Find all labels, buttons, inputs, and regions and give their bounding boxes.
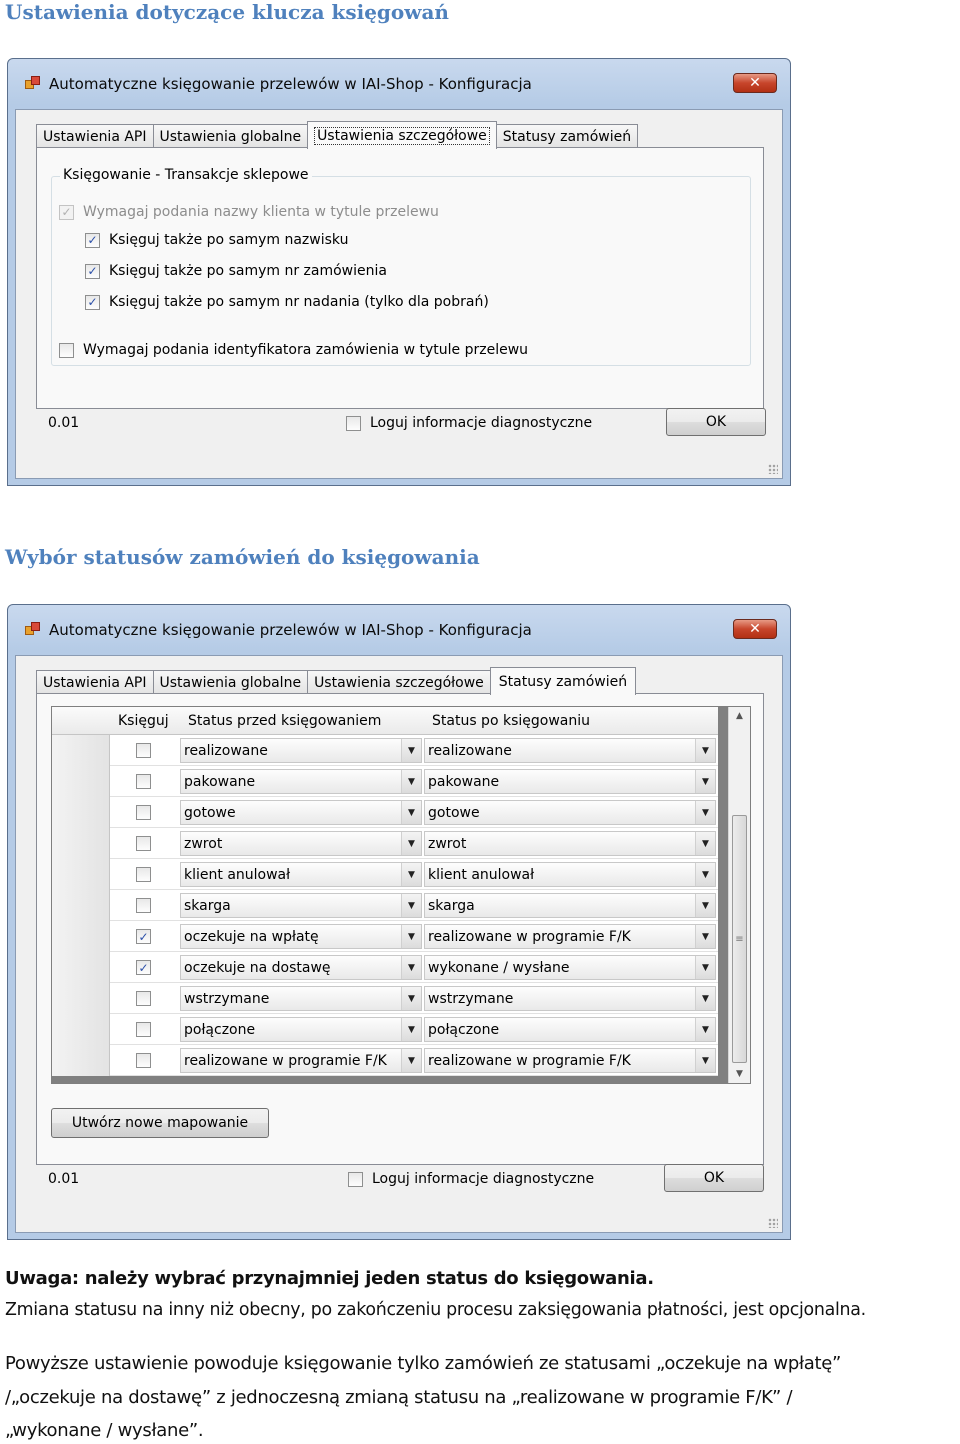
row-header[interactable] xyxy=(52,952,110,983)
status-before-select[interactable] xyxy=(180,1048,422,1073)
status-before-select[interactable] xyxy=(180,955,422,980)
scroll-up-icon[interactable]: ▲ xyxy=(736,711,743,721)
chevron-down-icon[interactable]: ▼ xyxy=(695,925,715,948)
status-before-select[interactable] xyxy=(180,1017,422,1042)
chevron-down-icon[interactable]: ▼ xyxy=(401,894,421,917)
checkbox-book-row[interactable] xyxy=(136,898,151,913)
checkbox-require-client-name: ✓ xyxy=(59,205,74,220)
resize-grip[interactable] xyxy=(768,464,778,474)
section-heading-key-settings: Ustawienia dotyczące klucza księgowań xyxy=(5,0,449,24)
status-before-select[interactable] xyxy=(180,924,422,949)
tab-panel-detail-settings xyxy=(36,147,764,409)
status-after-select[interactable] xyxy=(424,831,716,856)
chevron-down-icon[interactable]: ▼ xyxy=(695,956,715,979)
status-after-select[interactable] xyxy=(424,955,716,980)
status-after-value: pakowane xyxy=(428,773,500,790)
status-after-value: zwrot xyxy=(428,835,467,852)
close-icon: ✕ xyxy=(749,621,761,637)
status-before-select[interactable] xyxy=(180,800,422,825)
checkbox-diagnostics[interactable] xyxy=(346,416,361,431)
checkbox-diagnostics[interactable] xyxy=(348,1172,363,1187)
checkbox-book-row[interactable] xyxy=(136,1053,151,1068)
status-after-select[interactable] xyxy=(424,924,716,949)
chevron-down-icon[interactable]: ▼ xyxy=(401,770,421,793)
status-before-select[interactable] xyxy=(180,769,422,794)
status-after-select[interactable] xyxy=(424,800,716,825)
config-window-detail-settings xyxy=(7,58,791,486)
table-row xyxy=(52,1045,718,1076)
status-before-select[interactable] xyxy=(180,831,422,856)
tab-label: Statusy zamówień xyxy=(498,673,628,690)
status-after-value: realizowane w programie F/K xyxy=(428,1052,631,1069)
status-after-select[interactable] xyxy=(424,1017,716,1042)
status-after-value: połączone xyxy=(428,1021,500,1038)
table-row xyxy=(52,735,718,766)
resize-grip[interactable] xyxy=(768,1218,778,1228)
close-button[interactable] xyxy=(733,73,777,93)
row-header[interactable] xyxy=(52,1045,110,1076)
option-book-by-shipment-number[interactable] xyxy=(85,294,489,310)
vertical-scrollbar[interactable] xyxy=(728,707,750,1083)
tab-detail-settings[interactable] xyxy=(307,121,497,149)
status-before-select[interactable] xyxy=(180,893,422,918)
chevron-down-icon[interactable]: ▼ xyxy=(695,894,715,917)
tab-order-statuses[interactable] xyxy=(490,667,636,695)
table-row xyxy=(52,952,718,983)
status-before-value: gotowe xyxy=(184,804,236,821)
diagnostics-option[interactable] xyxy=(348,1171,594,1187)
option-require-client-name xyxy=(59,204,439,220)
chevron-down-icon[interactable]: ▼ xyxy=(695,1049,715,1072)
option-label: Księguj także po samym nr zamówienia xyxy=(109,263,387,279)
checkbox-book-row[interactable] xyxy=(136,991,151,1006)
tab-label: Ustawienia szczegółowe xyxy=(314,127,490,145)
status-before-value: skarga xyxy=(184,897,231,914)
tab-api-settings[interactable]: Ustawienia API xyxy=(36,670,154,694)
checkbox-book-row[interactable] xyxy=(136,867,151,882)
chevron-down-icon[interactable]: ▼ xyxy=(695,770,715,793)
row-header[interactable] xyxy=(52,983,110,1014)
status-after-select[interactable] xyxy=(424,862,716,887)
config-window-order-statuses xyxy=(7,604,791,1240)
checkbox-book-row[interactable] xyxy=(136,805,151,820)
chevron-down-icon[interactable]: ▼ xyxy=(695,832,715,855)
checkbox-require-order-id[interactable] xyxy=(59,343,74,358)
window-client-area xyxy=(15,109,783,479)
close-button[interactable] xyxy=(733,619,777,639)
status-after-select[interactable] xyxy=(424,1048,716,1073)
note-warning: Uwaga: należy wybrać przynajmniej jeden status do księgowania. xyxy=(5,1268,654,1289)
option-book-by-surname[interactable] xyxy=(85,232,348,248)
column-header-status-before: Status przed księgowaniem xyxy=(188,713,382,729)
tab-detail-settings[interactable]: Ustawienia szczegółowe xyxy=(307,670,491,694)
status-after-value: wykonane / wysłane xyxy=(428,959,570,976)
option-label: Wymagaj podania nazwy klienta w tytule przelewu xyxy=(83,204,439,220)
row-header[interactable] xyxy=(52,859,110,890)
status-before-value: oczekuje na dostawę xyxy=(184,959,331,976)
column-header-status-after: Status po księgowaniu xyxy=(432,713,590,729)
option-label: Wymagaj podania identyfikatora zamówienia w tytule przelewu xyxy=(83,342,529,358)
scroll-thumb[interactable]: ≡ xyxy=(732,815,747,1063)
table-row xyxy=(52,859,718,890)
status-before-value: oczekuje na wpłatę xyxy=(184,928,319,945)
status-before-value: zwrot xyxy=(184,835,223,852)
status-after-value: skarga xyxy=(428,897,475,914)
chevron-down-icon[interactable]: ▼ xyxy=(401,1049,421,1072)
row-header[interactable] xyxy=(52,921,110,952)
row-header[interactable] xyxy=(52,735,110,766)
row-header[interactable] xyxy=(52,1014,110,1045)
status-after-value: gotowe xyxy=(428,804,480,821)
app-icon xyxy=(25,76,41,92)
tab-global-settings[interactable]: Ustawienia globalne xyxy=(153,670,309,694)
status-mapping-grid xyxy=(51,706,751,1084)
status-after-select[interactable] xyxy=(424,986,716,1011)
tab-order-statuses[interactable]: Statusy zamówień xyxy=(496,124,638,148)
status-after-value: realizowane xyxy=(428,742,512,759)
chevron-down-icon[interactable]: ▼ xyxy=(695,801,715,824)
table-row xyxy=(52,1014,718,1045)
chevron-down-icon[interactable]: ▼ xyxy=(401,832,421,855)
status-after-select[interactable] xyxy=(424,738,716,763)
checkbox-book-row[interactable]: ✓ xyxy=(136,929,151,944)
status-after-value: realizowane w programie F/K xyxy=(428,928,631,945)
status-after-select[interactable] xyxy=(424,769,716,794)
close-icon: ✕ xyxy=(749,75,761,91)
chevron-down-icon[interactable]: ▼ xyxy=(401,956,421,979)
note-explanation-line3: „wykonane / wysłane”. xyxy=(5,1420,204,1441)
checkbox-book-row[interactable] xyxy=(136,1022,151,1037)
tab-strip xyxy=(36,664,635,694)
option-require-order-id[interactable] xyxy=(59,342,528,358)
row-header[interactable] xyxy=(52,828,110,859)
chevron-down-icon[interactable]: ▼ xyxy=(401,925,421,948)
checkbox-book-row[interactable] xyxy=(136,836,151,851)
scroll-down-icon[interactable]: ▼ xyxy=(736,1069,743,1079)
tab-strip xyxy=(36,118,637,148)
section-heading-status-selection: Wybór statusów zamówień do księgowania xyxy=(5,545,480,569)
table-row xyxy=(52,983,718,1014)
status-before-value: realizowane xyxy=(184,742,268,759)
checkbox-book-row[interactable] xyxy=(136,774,151,789)
tab-global-settings[interactable]: Ustawienia globalne xyxy=(153,124,309,148)
app-icon xyxy=(25,622,41,638)
checkbox-book-by-shipment-number[interactable]: ✓ xyxy=(85,295,100,310)
status-after-value: wstrzymane xyxy=(428,990,514,1007)
create-mapping-button[interactable]: Utwórz nowe mapowanie xyxy=(51,1108,269,1138)
window-title: Automatyczne księgowanie przelewów w IAI-Shop - Konfiguracja xyxy=(49,621,532,639)
checkbox-book-by-order-number[interactable]: ✓ xyxy=(85,264,100,279)
chevron-down-icon[interactable]: ▼ xyxy=(695,863,715,886)
window-title: Automatyczne księgowanie przelewów w IAI-Shop - Konfiguracja xyxy=(49,75,532,93)
diagnostics-option[interactable] xyxy=(346,415,592,431)
option-label: Księguj także po samym nr nadania (tylko dla pobrań) xyxy=(109,294,489,310)
groupbox-title: Księgowanie - Transakcje sklepowe xyxy=(60,167,312,183)
tab-api-settings[interactable]: Ustawienia API xyxy=(36,124,154,148)
window-client-area xyxy=(15,655,783,1233)
table-row xyxy=(52,797,718,828)
window-titlebar[interactable] xyxy=(15,605,783,655)
row-header[interactable] xyxy=(52,766,110,797)
chevron-down-icon[interactable]: ▼ xyxy=(401,739,421,762)
table-row xyxy=(52,766,718,797)
status-before-value: wstrzymane xyxy=(184,990,270,1007)
grid-header xyxy=(52,707,718,735)
status-before-select[interactable] xyxy=(180,986,422,1011)
window-titlebar[interactable] xyxy=(15,59,783,109)
table-row xyxy=(52,890,718,921)
version-label: 0.01 xyxy=(48,1171,80,1187)
status-after-value: klient anulował xyxy=(428,866,535,883)
option-label: Księguj także po samym nazwisku xyxy=(109,232,349,248)
chevron-down-icon[interactable]: ▼ xyxy=(695,739,715,762)
chevron-down-icon[interactable]: ▼ xyxy=(401,801,421,824)
note-optional-change: Zmiana statusu na inny niż obecny, po zakończeniu procesu zaksięgowania płatności, jest opcjonalna. xyxy=(5,1300,866,1320)
status-before-value: klient anulował xyxy=(184,866,291,883)
status-before-value: połączone xyxy=(184,1021,256,1038)
checkbox-book-by-surname[interactable]: ✓ xyxy=(85,233,100,248)
note-explanation-line1: Powyższe ustawienie powoduje księgowanie tylko zamówień ze statusami „oczekuje na wpłatę” xyxy=(5,1353,842,1374)
diagnostics-label: Loguj informacje diagnostyczne xyxy=(372,1171,595,1187)
ok-button[interactable]: OK xyxy=(666,408,766,436)
note-explanation-line2: /„oczekuje na dostawę” z jednoczesną zmianą statusu na „realizowane w programie F/K” / xyxy=(5,1387,793,1408)
checkbox-book-row[interactable]: ✓ xyxy=(136,960,151,975)
grid-rows xyxy=(52,735,718,1076)
table-row xyxy=(52,828,718,859)
status-before-value: realizowane w programie F/K xyxy=(184,1052,387,1069)
ok-button[interactable]: OK xyxy=(664,1164,764,1192)
column-header-book: Księguj xyxy=(118,713,169,729)
checkbox-book-row[interactable] xyxy=(136,743,151,758)
status-before-select[interactable] xyxy=(180,862,422,887)
chevron-down-icon[interactable]: ▼ xyxy=(695,1018,715,1041)
row-header[interactable] xyxy=(52,797,110,828)
chevron-down-icon[interactable]: ▼ xyxy=(695,987,715,1010)
status-after-select[interactable] xyxy=(424,893,716,918)
status-before-select[interactable] xyxy=(180,738,422,763)
table-row xyxy=(52,921,718,952)
tab-panel-order-statuses xyxy=(36,693,764,1165)
status-before-value: pakowane xyxy=(184,773,256,790)
row-header[interactable] xyxy=(52,890,110,921)
chevron-down-icon[interactable]: ▼ xyxy=(401,1018,421,1041)
chevron-down-icon[interactable]: ▼ xyxy=(401,987,421,1010)
diagnostics-label: Loguj informacje diagnostyczne xyxy=(370,415,593,431)
chevron-down-icon[interactable]: ▼ xyxy=(401,863,421,886)
option-book-by-order-number[interactable] xyxy=(85,263,387,279)
version-label: 0.01 xyxy=(48,415,80,431)
